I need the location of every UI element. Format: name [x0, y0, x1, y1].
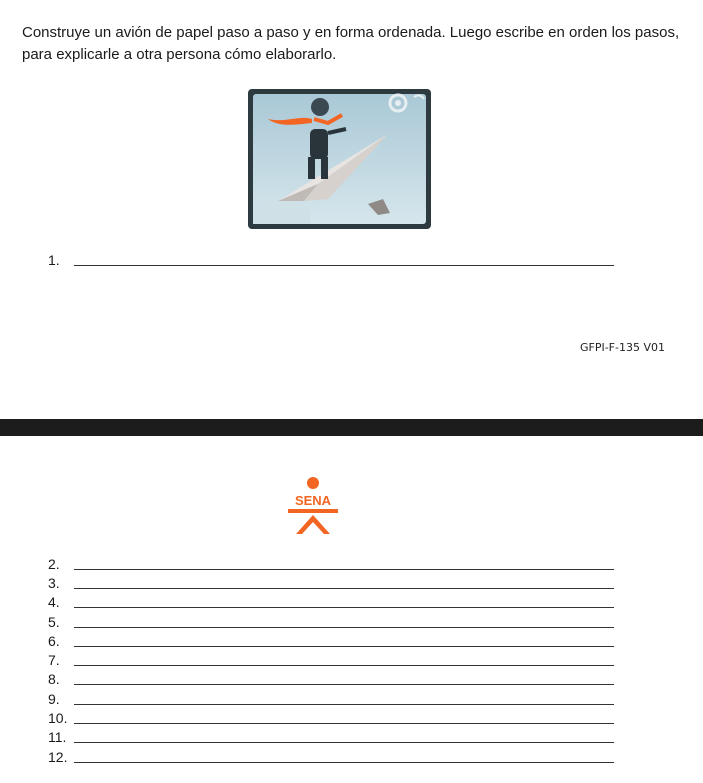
- step-number: 10.: [48, 710, 68, 726]
- step-line-4[interactable]: [48, 594, 614, 610]
- answer-line: [74, 265, 614, 266]
- step-line-12[interactable]: [48, 749, 614, 765]
- answer-line: [74, 684, 614, 685]
- step-number: 11.: [48, 729, 67, 745]
- step-line-5[interactable]: [48, 614, 614, 630]
- step-number: 5.: [48, 614, 60, 630]
- page-divider: [0, 419, 703, 436]
- step-number: 9.: [48, 691, 60, 707]
- answer-line: [74, 704, 614, 705]
- step-line-6[interactable]: [48, 633, 614, 649]
- answer-line: [74, 627, 614, 628]
- step-line-11[interactable]: [48, 729, 614, 745]
- answer-line: [74, 665, 614, 666]
- svg-text:SENA: SENA: [294, 493, 332, 508]
- step-number: 2.: [48, 556, 60, 572]
- step-line-9[interactable]: [48, 691, 614, 707]
- step-number: 4.: [48, 594, 60, 610]
- answer-line: [74, 646, 614, 647]
- answer-line: [74, 742, 614, 743]
- step-line-10[interactable]: [48, 710, 614, 726]
- step-number: 6.: [48, 633, 60, 649]
- step-line-7[interactable]: [48, 652, 614, 668]
- step-number: 12.: [48, 749, 68, 765]
- instructions-text: Construye un avión de papel paso a paso y en forma ordenada. Luego escribe en orden los pasos, para explicarle a otra persona cómo elaborarlo.: [22, 24, 680, 63]
- answer-line: [74, 588, 614, 589]
- answer-line: [74, 569, 614, 570]
- answer-line: [74, 723, 614, 724]
- step-number: 8.: [48, 671, 60, 687]
- step-number: 3.: [48, 575, 60, 591]
- step-line-2[interactable]: [48, 556, 614, 572]
- step-number: 7.: [48, 652, 60, 668]
- step-line-3[interactable]: [48, 575, 614, 591]
- document-code: GFPI-F-135 V01: [579, 341, 665, 354]
- answer-line: [74, 607, 614, 608]
- step-number: 1.: [48, 252, 60, 268]
- paper-airplane-illustration: [248, 89, 431, 229]
- step-line-1[interactable]: [48, 252, 614, 268]
- step-line-8[interactable]: [48, 671, 614, 687]
- sena-logo: [282, 477, 344, 535]
- answer-line: [74, 762, 614, 763]
